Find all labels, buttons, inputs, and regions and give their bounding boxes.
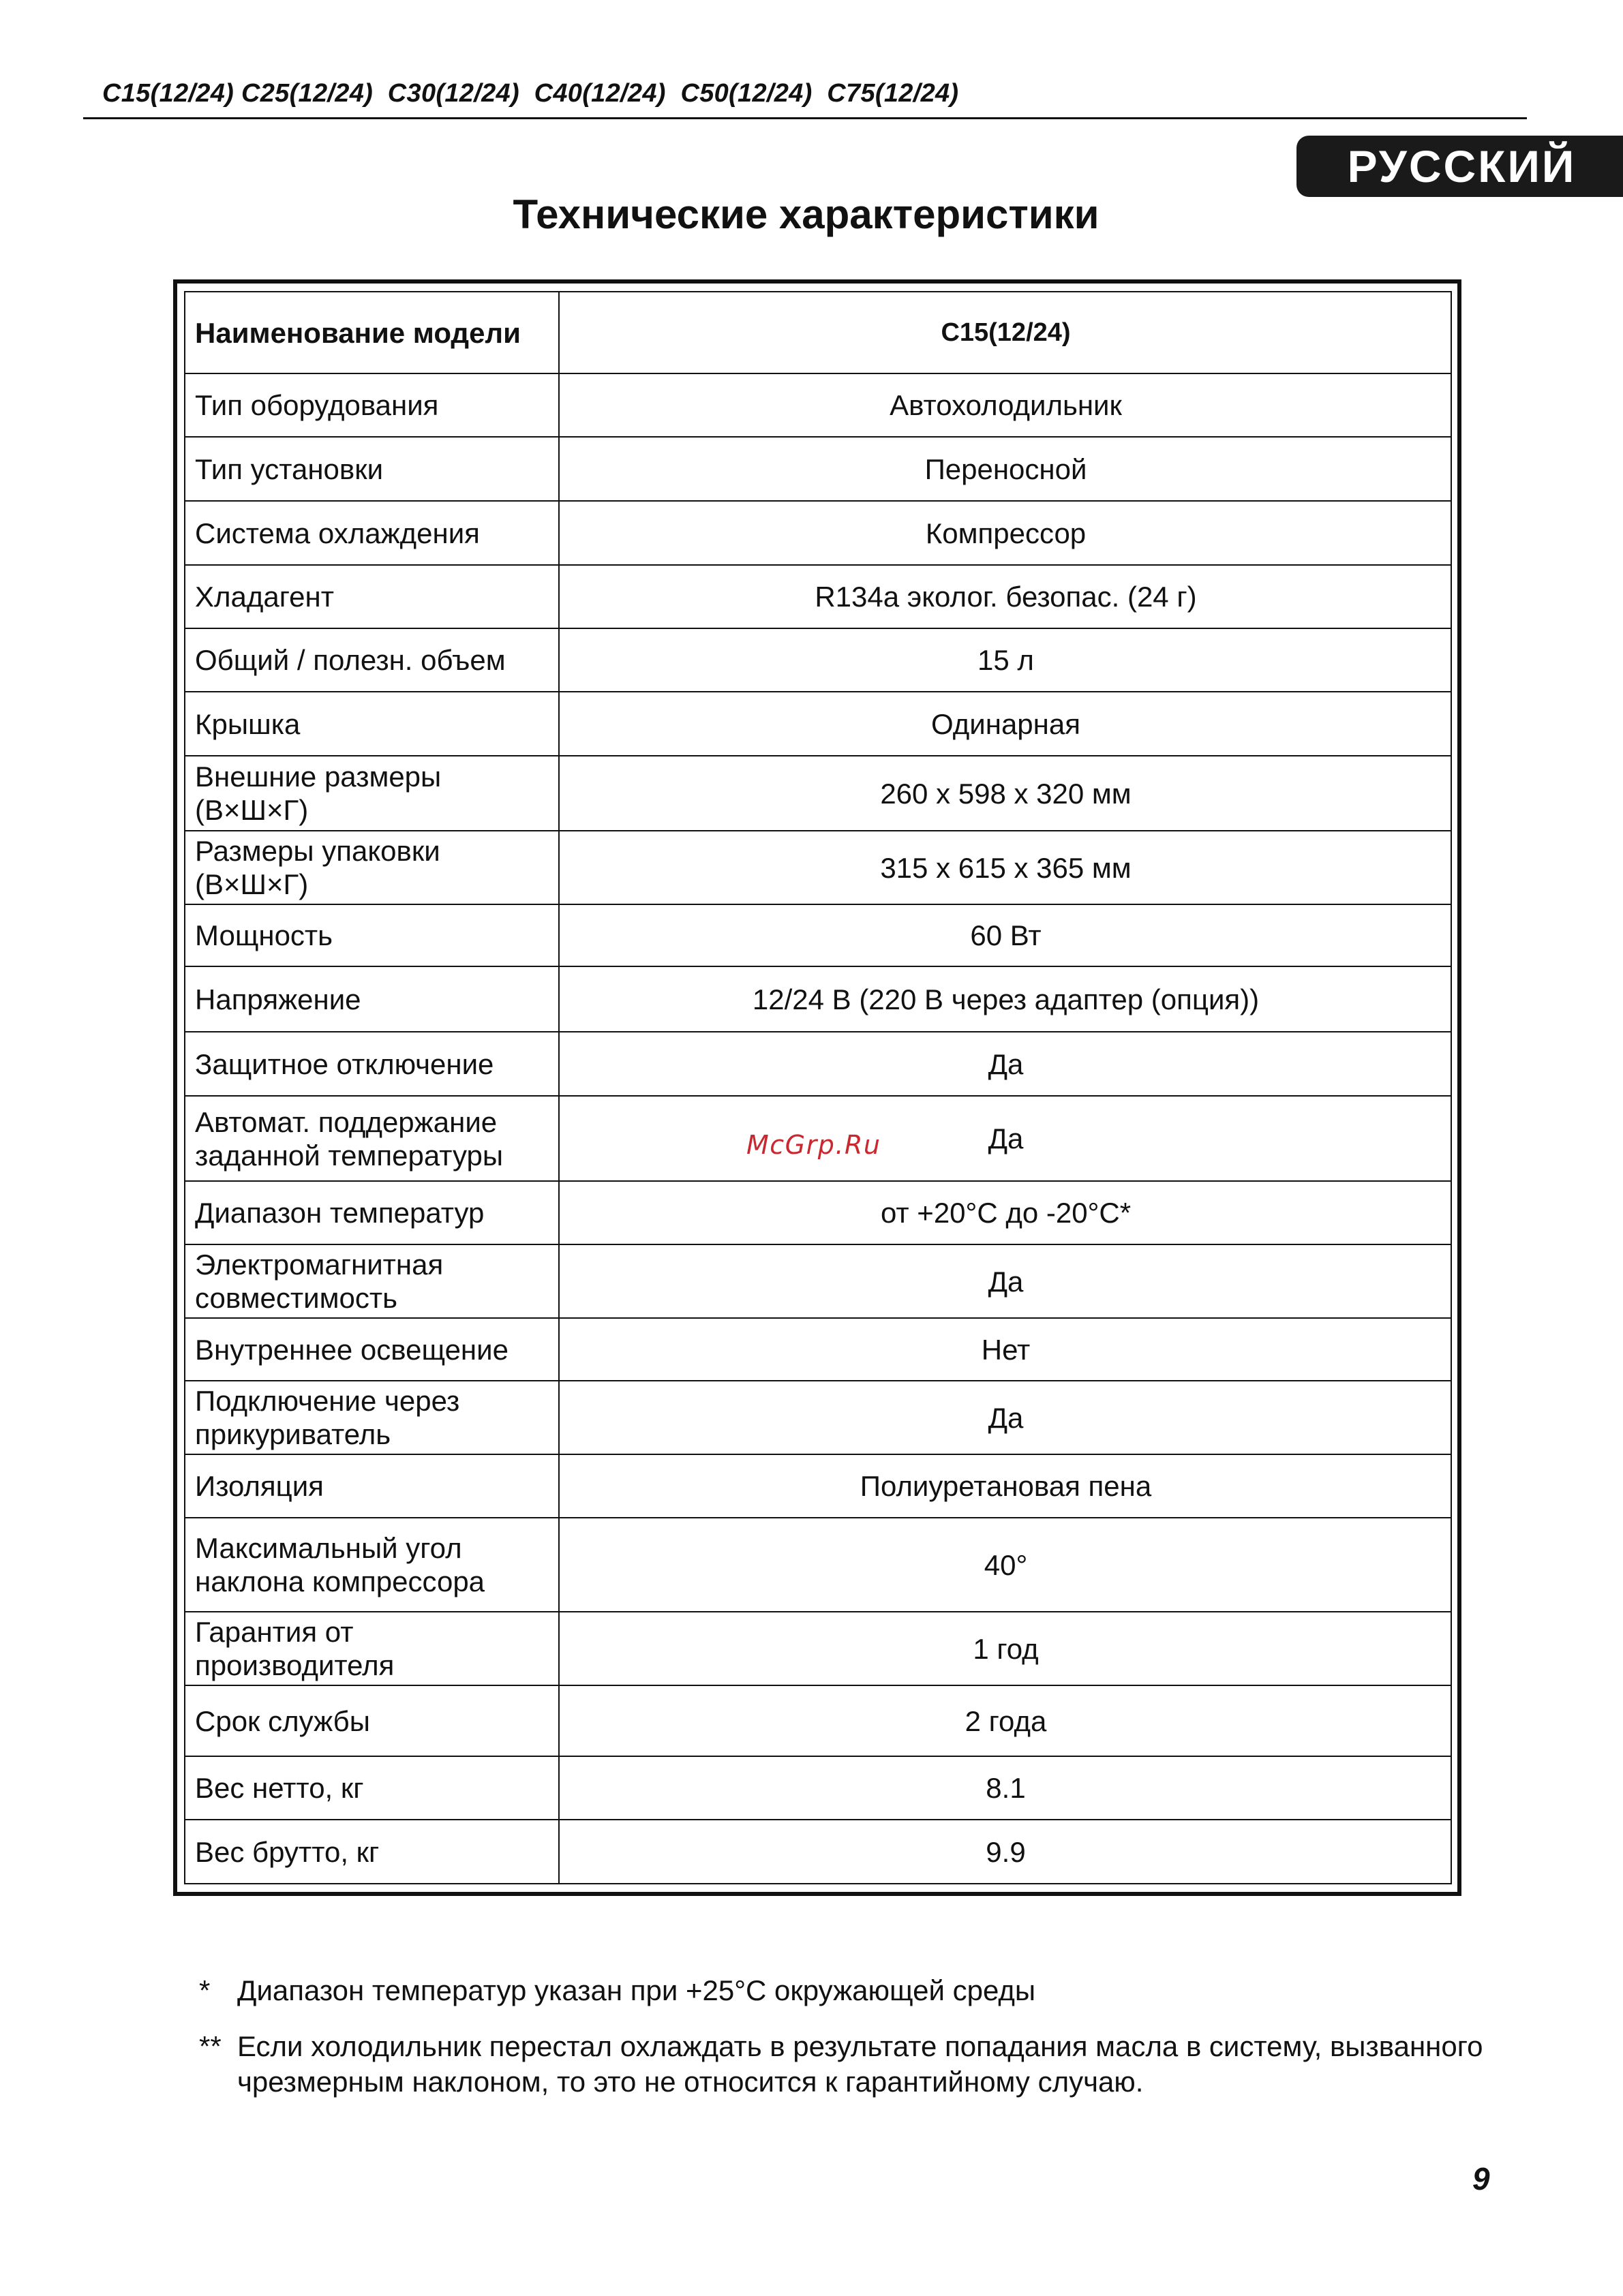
- header-label-cell: Наименование модели: [185, 292, 559, 373]
- table-row: [185, 1612, 1451, 1685]
- spec-value-cell: R134a эколог. безопас. (24 г): [559, 565, 1451, 628]
- table-header-row: [185, 292, 1451, 373]
- page-title: Технические характеристики: [513, 192, 1099, 237]
- spec-label-cell: Общий / полезн. объем: [185, 628, 559, 692]
- table-row: [185, 1756, 1451, 1820]
- table-row: [185, 1518, 1451, 1612]
- table-row: [185, 831, 1451, 904]
- spec-label-cell: Вес нетто, кг: [185, 1756, 559, 1820]
- table-row: [185, 437, 1451, 501]
- spec-label-cell: Хладагент: [185, 565, 559, 628]
- table-row: [185, 1820, 1451, 1884]
- spec-label-cell: Диапазон температур: [185, 1181, 559, 1244]
- spec-value-cell: Да: [559, 1244, 1451, 1318]
- table-row: [185, 904, 1451, 966]
- spec-value-cell: Компрессор: [559, 501, 1451, 565]
- table-row: [185, 1032, 1451, 1096]
- page-number: 9: [1472, 2161, 1490, 2196]
- language-badge: РУССКИЙ: [1296, 136, 1623, 197]
- table-row: [185, 373, 1451, 437]
- spec-value-cell: 15 л: [559, 628, 1451, 692]
- table-row: [185, 1454, 1451, 1518]
- spec-value-cell: 60 Вт: [559, 904, 1451, 966]
- spec-value-cell: 9.9: [559, 1820, 1451, 1884]
- spec-label-cell: Изоляция: [185, 1454, 559, 1518]
- watermark: McGrp.Ru: [746, 1130, 881, 1160]
- table-row: [185, 756, 1451, 831]
- spec-label-cell: Внутреннее освещение: [185, 1318, 559, 1381]
- table-row: [185, 692, 1451, 756]
- spec-value-cell: 1 год: [559, 1612, 1451, 1685]
- spec-value-cell: Да: [559, 1032, 1451, 1096]
- spec-value-cell: Да: [559, 1096, 1451, 1181]
- spec-label-cell: Подключение через прикуриватель: [185, 1381, 559, 1454]
- header-model-list: C15(12/24) C25(12/24) C30(12/24) C40(12/24) C50(12/24) C75(12/24): [102, 79, 959, 108]
- header-model-cell: С15(12/24): [559, 292, 1451, 373]
- spec-value-cell: Автохолодильник: [559, 373, 1451, 437]
- spec-value-cell: 40°: [559, 1518, 1451, 1612]
- table-row: [185, 628, 1451, 692]
- spec-label-cell: Размеры упаковки (В×Ш×Г): [185, 831, 559, 904]
- spec-value-cell: Одинарная: [559, 692, 1451, 756]
- spec-label-cell: Автомат. поддержание заданной температуры: [185, 1096, 559, 1181]
- spec-label-cell: Тип оборудования: [185, 373, 559, 437]
- spec-value-cell: Да: [559, 1381, 1451, 1454]
- spec-label-cell: Гарантия от производителя: [185, 1612, 559, 1685]
- table-row: [185, 966, 1451, 1032]
- spec-label-cell: Вес брутто, кг: [185, 1820, 559, 1884]
- spec-value-cell: от +20°C до -20°C*: [559, 1181, 1451, 1244]
- footnote-text: Диапазон температур указан при +25°C окружающей среды: [237, 1974, 1036, 2006]
- table-row: [185, 1318, 1451, 1381]
- spec-label-cell: Крышка: [185, 692, 559, 756]
- spec-label-cell: Электромагнитная совместимость: [185, 1244, 559, 1318]
- table-row: [185, 565, 1451, 628]
- spec-value-cell: Переносной: [559, 437, 1451, 501]
- table-row: [185, 1181, 1451, 1244]
- spec-label-cell: Максимальный угол наклона компрессора: [185, 1518, 559, 1612]
- spec-value-cell: 2 года: [559, 1685, 1451, 1756]
- spec-label-cell: Внешние размеры (В×Ш×Г): [185, 756, 559, 831]
- footnote: [199, 1973, 1494, 2008]
- footnote: [199, 2029, 1494, 2100]
- footnotes: [199, 1973, 1494, 2120]
- spec-value-cell: 12/24 В (220 В через адаптер (опция)): [559, 966, 1451, 1032]
- spec-label-cell: Мощность: [185, 904, 559, 966]
- spec-label-cell: Система охлаждения: [185, 501, 559, 565]
- header-divider: [83, 117, 1527, 119]
- table-row: [185, 1685, 1451, 1756]
- footnote-text: Если холодильник перестал охлаждать в результате попадания масла в систему, вызванного чрезмерным наклоном, то это не относится к гарантийному случаю.: [237, 2030, 1483, 2098]
- table-row: [185, 1381, 1451, 1454]
- footnote-marker: **: [199, 2030, 222, 2062]
- footnote-marker: *: [199, 1974, 211, 2006]
- spec-table: [184, 291, 1452, 1884]
- spec-value-cell: 260 x 598 x 320 мм: [559, 756, 1451, 831]
- spec-value-cell: Полиуретановая пена: [559, 1454, 1451, 1518]
- spec-value-cell: 315 x 615 x 365 мм: [559, 831, 1451, 904]
- spec-value-cell: Нет: [559, 1318, 1451, 1381]
- spec-label-cell: Срок службы: [185, 1685, 559, 1756]
- table-row: [185, 501, 1451, 565]
- spec-label-cell: Напряжение: [185, 966, 559, 1032]
- spec-label-cell: Защитное отключение: [185, 1032, 559, 1096]
- spec-label-cell: Тип установки: [185, 437, 559, 501]
- spec-value-cell: 8.1: [559, 1756, 1451, 1820]
- table-row: [185, 1244, 1451, 1318]
